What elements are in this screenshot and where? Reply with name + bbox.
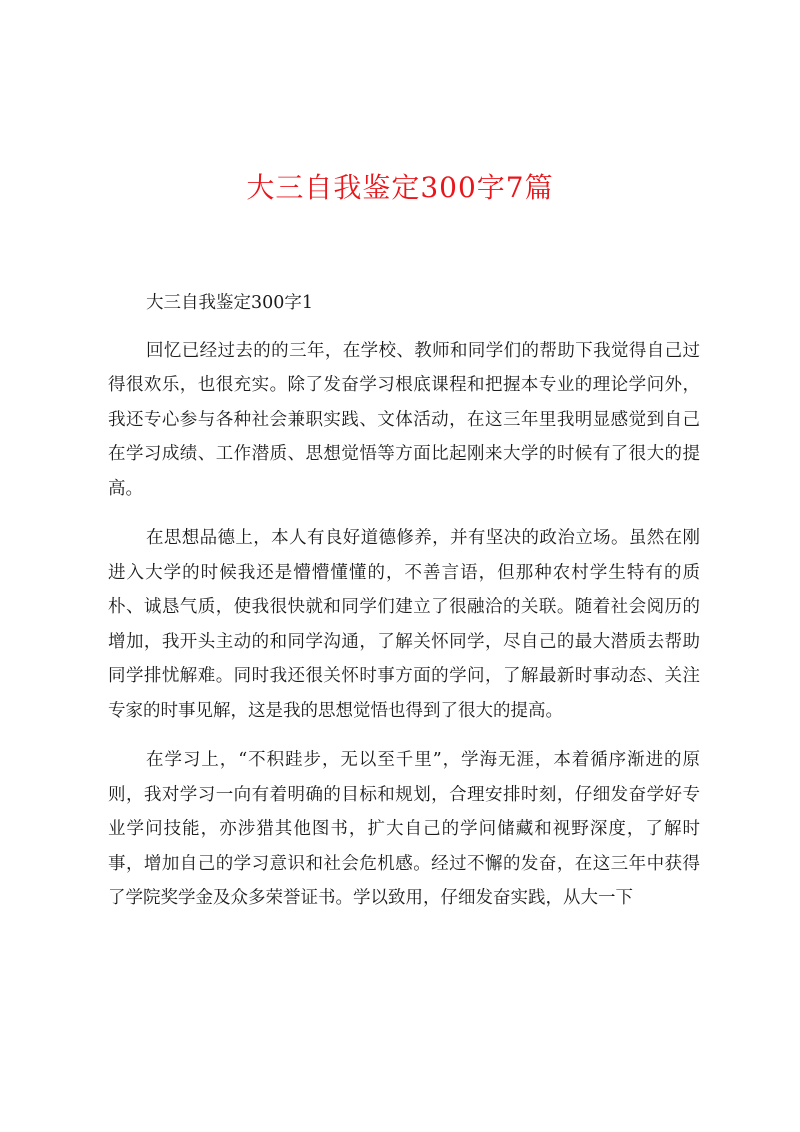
document-body <box>108 286 700 916</box>
document-title: 大三自我鉴定300字7篇 <box>246 171 554 204</box>
section-subheading: 大三自我鉴定300字1 <box>146 293 314 313</box>
paragraph-1: 回忆已经过去的的三年，在学校、教师和同学们的帮助下我觉得自己过得很欢乐，也很充实。除了发奋学习根底课程和把握本专业的理论学问外，我还专心参与各种社会兼职实践、文体活动，在这三年里我明显感觉到自己在学习成绩、工作潜质、思想觉悟等方面比起刚来大学的时候有了很大的提高。 <box>108 340 700 499</box>
paragraph-3: 在学习上，“不积跬步，无以至千里”，学海无涯，本着循序渐进的原则，我对学习一向有着明确的目标和规划，合理安排时刻，仔细发奋学好专业学问技能，亦涉猎其他图书，扩大自己的学问储藏和视野深度，了解时事，增加自己的学习意识和社会危机感。经过不懈的发奋，在这三年中获得了学院奖学金及众多荣誉证书。学以致用，仔细发奋实践，从大一下 <box>108 750 700 908</box>
paragraph-2: 在思想品德上，本人有良好道德修养，并有坚决的政治立场。虽然在刚进入大学的时候我还是懵懵懂懂的，不善言语，但那种农村学生特有的质朴、诚恳气质，使我很快就和同学们建立了很融洽的关联。随着社会阅历的增加，我开头主动的和同学沟通，了解关怀同学，尽自己的最大潜质去帮助同学排忧解难。同时我还很关怀时事方面的学问，了解最新时事动态、关注专家的时事见解，这是我的思想觉悟也得到了很大的提高。 <box>108 528 700 721</box>
